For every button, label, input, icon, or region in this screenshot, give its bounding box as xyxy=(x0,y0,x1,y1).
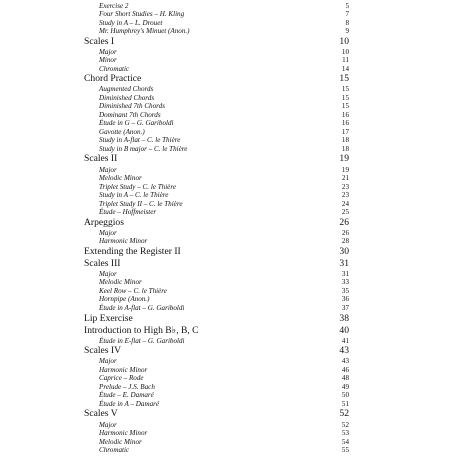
toc-entry-title: Major xyxy=(99,357,117,366)
toc-section-heading xyxy=(84,313,349,325)
toc-entry-title: Étude in E-flat – G. Gariboldi xyxy=(99,336,185,345)
toc-entry-title: Étude – E. Damaré xyxy=(99,391,154,400)
toc-entry-title: Lip Exercise xyxy=(84,312,133,324)
toc-entry-page: 10 xyxy=(341,47,349,56)
toc-section-heading xyxy=(84,258,349,270)
toc-section-heading xyxy=(84,153,349,165)
toc-entry xyxy=(84,229,349,238)
toc-entry-page: 51 xyxy=(341,399,349,408)
toc-entry xyxy=(84,136,349,145)
toc-entry-title: Hornpipe (Anon.) xyxy=(99,295,150,304)
toc-entry-page: 18 xyxy=(341,144,349,153)
toc-entry-page: 49 xyxy=(341,382,349,391)
toc-entry xyxy=(84,400,349,409)
toc-entry-page: 14 xyxy=(341,64,349,73)
toc-entry-title: Harmonic Minor xyxy=(99,237,148,246)
toc-entry-page: 54 xyxy=(341,437,349,446)
toc-entry-page: 40 xyxy=(339,324,349,336)
toc-entry-title: Étude in G – G. Gariboldi xyxy=(99,119,174,128)
toc-entry-page: 17 xyxy=(341,127,349,136)
toc-entry-page: 18 xyxy=(341,136,349,145)
toc-entry-page: 21 xyxy=(341,174,349,183)
toc-entry-title: Caprice – Rode xyxy=(99,374,144,383)
toc-entry-title: Diminished 7th Chords xyxy=(99,102,165,111)
toc-entry-page: 28 xyxy=(341,237,349,246)
toc-entry xyxy=(84,278,349,287)
toc-entry-page: 52 xyxy=(339,408,349,420)
toc-entry-title: Chord Practice xyxy=(84,73,142,85)
toc-entry xyxy=(84,438,349,447)
toc-entry xyxy=(84,111,349,120)
toc-entry-title: Major xyxy=(99,47,117,56)
toc-entry-title: Dominant 7th Chords xyxy=(99,110,161,119)
toc-entry xyxy=(84,421,349,430)
toc-entry-title: Scales V xyxy=(84,408,118,420)
toc-entry-page: 15 xyxy=(339,73,349,85)
toc-entry-page: 50 xyxy=(341,391,349,400)
toc-entry-page: 52 xyxy=(341,420,349,429)
toc-entry-page: 15 xyxy=(341,93,349,102)
toc-entry xyxy=(84,446,349,455)
toc-section-heading xyxy=(84,246,349,258)
toc-entry xyxy=(84,128,349,137)
toc-entry-page: 41 xyxy=(341,336,349,345)
toc-entry-title: Study in A – L. Drouet xyxy=(99,18,163,27)
toc-entry xyxy=(84,200,349,209)
toc-entry-page: 25 xyxy=(341,208,349,217)
toc-entry xyxy=(84,102,349,111)
toc-entry-title: Exercise 2 xyxy=(99,1,129,10)
toc-entry-page: 11 xyxy=(342,56,349,65)
toc-entry xyxy=(84,27,349,36)
toc-entry-title: Arpeggios xyxy=(84,216,124,228)
toc-entry-page: 31 xyxy=(339,257,349,269)
toc-entry-title: Chromatic xyxy=(99,446,130,455)
toc-section-heading xyxy=(84,325,349,337)
toc-entry xyxy=(84,208,349,217)
toc-entry xyxy=(84,366,349,375)
toc-entry xyxy=(84,357,349,366)
table-of-contents xyxy=(84,0,349,455)
toc-entry-page: 10 xyxy=(339,35,349,47)
toc-entry-page: 8 xyxy=(345,18,349,27)
toc-entry-title: Scales I xyxy=(84,35,115,47)
toc-entry xyxy=(84,429,349,438)
toc-entry-title: Minor xyxy=(99,56,117,65)
toc-entry-title: Diminished Chords xyxy=(99,93,155,102)
toc-entry-title: Melodic Minor xyxy=(99,437,142,446)
toc-entry-title: Melodic Minor xyxy=(99,174,142,183)
toc-section-heading xyxy=(84,345,349,357)
toc-entry-page: 16 xyxy=(341,110,349,119)
toc-entry-title: Mr. Humphrey's Minuet (Anon.) xyxy=(99,27,190,36)
toc-entry-title: Scales II xyxy=(84,153,118,165)
toc-entry-title: Melodic Minor xyxy=(99,278,142,287)
toc-entry-page: 46 xyxy=(341,365,349,374)
toc-entry-title: Study in B major – C. le Thière xyxy=(99,144,188,153)
toc-entry-title: Étude in A-flat – G. Gariboldi xyxy=(99,304,185,312)
toc-entry xyxy=(84,166,349,175)
toc-entry-page: 26 xyxy=(339,216,349,228)
toc-entry xyxy=(84,304,349,313)
toc-entry-page: 15 xyxy=(341,85,349,94)
toc-entry-title: Prelude – J.S. Bach xyxy=(99,382,155,391)
toc-entry xyxy=(84,119,349,128)
toc-entry-page: 5 xyxy=(345,1,349,10)
toc-section-heading xyxy=(84,408,349,420)
toc-entry-title: Four Short Studies – H. Kling xyxy=(99,10,185,19)
toc-entry-title: Triplet Study II – C. le Thière xyxy=(99,199,183,208)
toc-entry-page: 7 xyxy=(345,10,349,19)
toc-entry xyxy=(84,174,349,183)
toc-entry-page: 26 xyxy=(341,228,349,237)
toc-entry-title: Harmonic Minor xyxy=(99,429,148,438)
toc-entry-title: Major xyxy=(99,269,117,278)
toc-entry-page: 33 xyxy=(341,278,349,287)
toc-entry-title: Major xyxy=(99,165,117,174)
toc-entry-title: Harmonic Minor xyxy=(99,365,148,374)
toc-entry-title: Étude – Hoffmeister xyxy=(99,208,157,217)
toc-entry-title: Introduction to High B♭, B, C xyxy=(84,324,199,336)
toc-entry-page: 24 xyxy=(341,199,349,208)
toc-entry xyxy=(84,65,349,74)
toc-entry-title: Keel Row – C. le Thière xyxy=(99,286,167,295)
toc-entry-page: 43 xyxy=(341,357,349,366)
toc-entry-page: 48 xyxy=(341,374,349,383)
toc-entry-page: 23 xyxy=(341,182,349,191)
toc-entry-title: Gavotte (Anon.) xyxy=(99,127,145,136)
toc-entry xyxy=(84,19,349,28)
toc-entry xyxy=(84,85,349,94)
toc-section-heading xyxy=(84,217,349,229)
toc-entry xyxy=(84,2,349,11)
toc-entry-page: 9 xyxy=(345,27,349,36)
toc-entry-title: Étude in A – Damaré xyxy=(99,399,160,408)
toc-entry xyxy=(84,287,349,296)
toc-entry-page: 37 xyxy=(341,304,349,312)
toc-entry xyxy=(84,337,349,346)
toc-entry-page: 16 xyxy=(341,119,349,128)
toc-entry-page: 15 xyxy=(341,102,349,111)
toc-entry-page: 35 xyxy=(341,286,349,295)
toc-entry-page: 31 xyxy=(341,269,349,278)
toc-entry-title: Extending the Register II xyxy=(84,245,181,257)
toc-entry xyxy=(84,191,349,200)
toc-entry-page: 38 xyxy=(339,312,349,324)
toc-entry-title: Major xyxy=(99,420,117,429)
toc-entry-title: Scales III xyxy=(84,257,121,269)
toc-section-heading xyxy=(84,36,349,48)
toc-entry-page: 53 xyxy=(341,429,349,438)
toc-entry xyxy=(84,94,349,103)
toc-entry-page: 19 xyxy=(339,153,349,165)
toc-entry-page: 19 xyxy=(341,165,349,174)
toc-entry-page: 55 xyxy=(341,446,349,455)
toc-entry-title: Study in A – C. le Thière xyxy=(99,191,169,200)
toc-entry xyxy=(84,270,349,279)
toc-entry-title: Chromatic xyxy=(99,64,130,73)
toc-entry xyxy=(84,391,349,400)
toc-entry xyxy=(84,10,349,19)
toc-entry-title: Triplet Study – C. le Thière xyxy=(99,182,176,191)
toc-entry-page: 30 xyxy=(339,245,349,257)
toc-entry xyxy=(84,374,349,383)
toc-section-heading xyxy=(84,73,349,85)
toc-entry-title: Major xyxy=(99,228,117,237)
toc-entry-title: Study in A-flat – C. le Thière xyxy=(99,136,181,145)
toc-entry xyxy=(84,48,349,57)
toc-entry-title: Scales IV xyxy=(84,345,122,357)
toc-entry xyxy=(84,383,349,392)
toc-entry xyxy=(84,237,349,246)
toc-entry xyxy=(84,183,349,192)
toc-entry xyxy=(84,295,349,304)
toc-entry xyxy=(84,145,349,154)
toc-entry-title: Augmented Chords xyxy=(99,85,154,94)
toc-entry-page: 43 xyxy=(339,345,349,357)
toc-entry-page: 23 xyxy=(341,191,349,200)
toc-entry xyxy=(84,56,349,65)
toc-entry-page: 36 xyxy=(341,295,349,304)
